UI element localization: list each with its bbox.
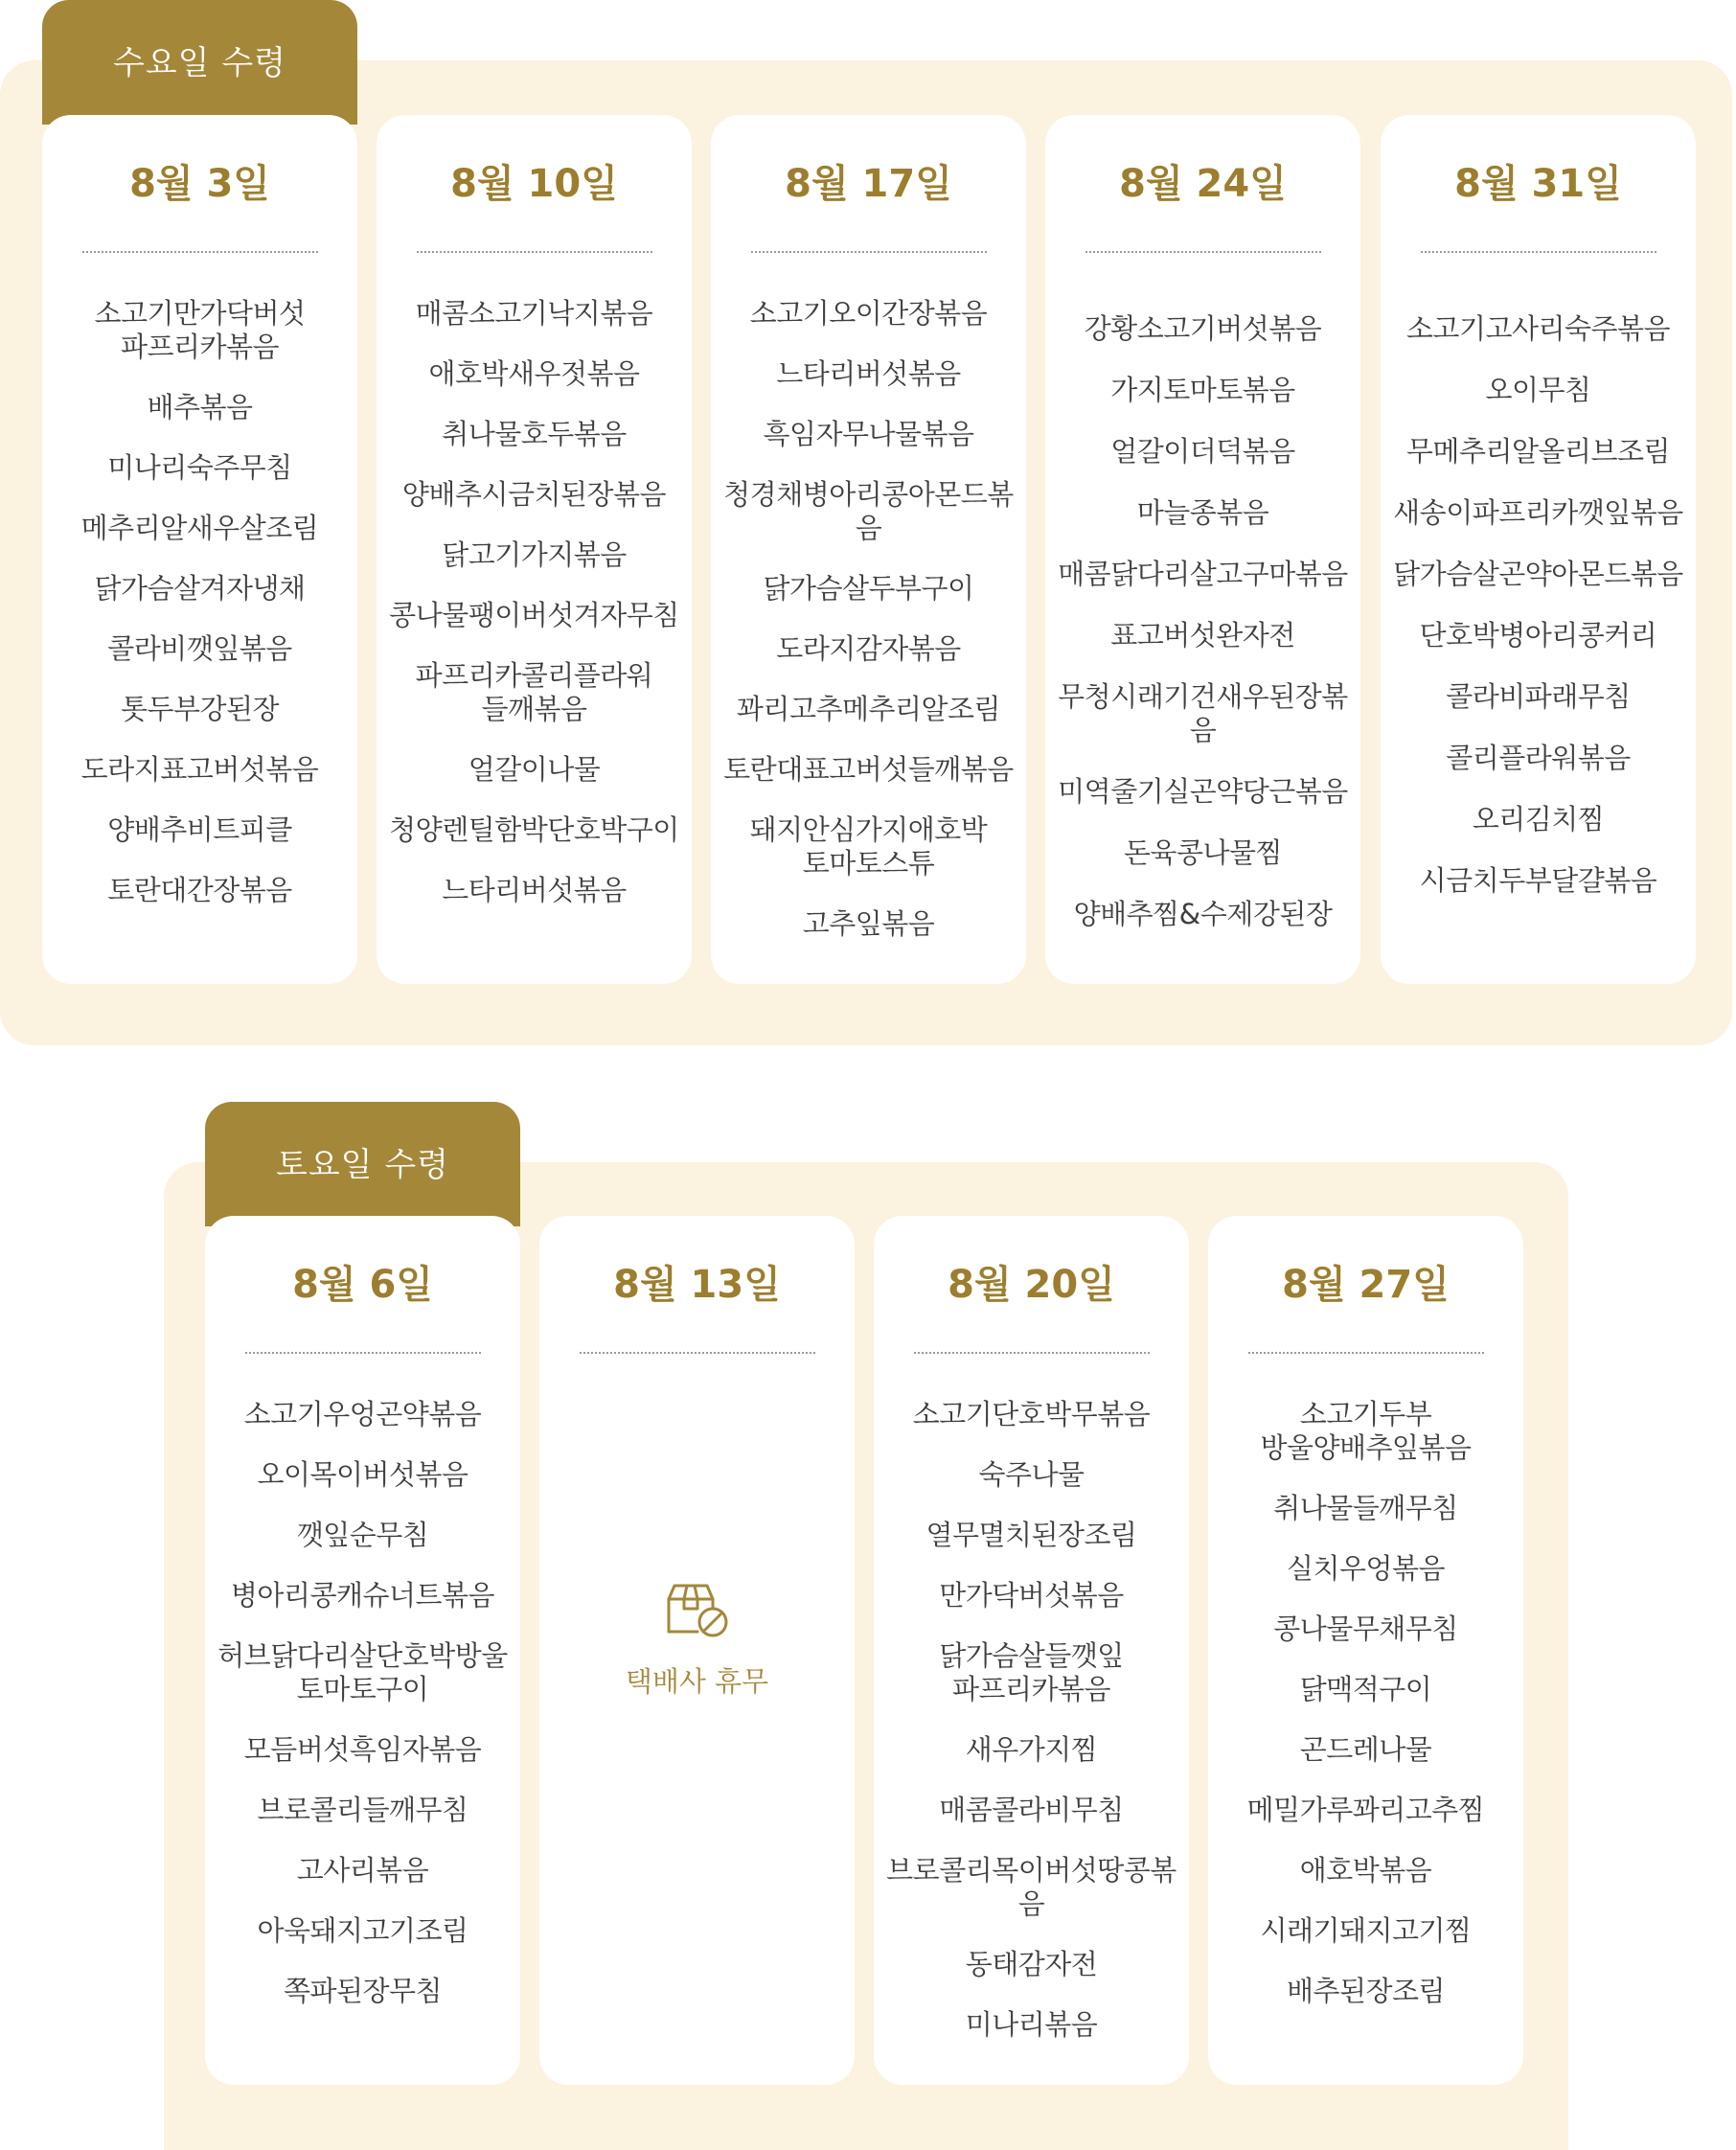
wed-card-aug-24	[1045, 115, 1360, 984]
saturday-tab-label: 토요일 수령	[275, 1145, 450, 1184]
sat-card-aug-6	[205, 1216, 520, 2085]
card-date: 8월 13일	[613, 1263, 781, 1307]
menu-item: 콩나물무채무침	[1273, 1612, 1458, 1645]
menu-list	[42, 297, 357, 907]
menu-item: 고사리볶음	[296, 1854, 429, 1887]
card-date: 8월 17일	[785, 162, 952, 206]
menu-item: 배추볶음	[147, 391, 253, 423]
menu-item: 고추잎볶음	[802, 907, 935, 940]
sat-card-aug-20	[874, 1216, 1189, 2085]
dotted-divider	[751, 251, 987, 253]
wednesday-tab-label: 수요일 수령	[112, 43, 287, 82]
wednesday-tab	[42, 0, 357, 125]
menu-item: 병아리콩캐슈너트볶음	[230, 1579, 495, 1612]
menu-list	[205, 1398, 520, 2008]
menu-item: 얼갈이더덕볶음	[1110, 435, 1295, 468]
wed-card-aug-31	[1381, 115, 1696, 984]
menu-item: 취나물호두볶음	[442, 418, 627, 450]
dotted-divider	[1085, 251, 1321, 253]
menu-item: 메밀가루꽈리고추찜	[1246, 1794, 1485, 1826]
dotted-divider	[82, 251, 318, 253]
menu-item: 느타리버섯볶음	[776, 357, 961, 390]
menu-item: 오이무침	[1485, 374, 1591, 406]
menu-item: 깻잎순무침	[296, 1519, 429, 1551]
menu-item: 모듬버섯흑임자볶음	[243, 1733, 482, 1766]
menu-item: 청경채병아리콩아몬드볶음	[723, 478, 1014, 544]
menu-item: 닭가슴살두부구이	[763, 572, 974, 605]
menu-item: 미나리볶음	[965, 2008, 1098, 2041]
menu-item: 미역줄기실곤약당근볶음	[1058, 775, 1348, 808]
menu-item: 콩나물팽이버섯겨자무침	[389, 599, 679, 631]
menu-item: 무청시래기건새우된장볶음	[1058, 680, 1348, 746]
menu-list	[377, 297, 692, 907]
menu-item: 닭고기가지볶음	[442, 538, 627, 571]
menu-item: 단호박병아리콩커리	[1419, 619, 1657, 652]
menu-item: 무메추리알올리브조림	[1405, 435, 1671, 468]
box-closed-icon	[663, 1580, 732, 1639]
menu-list	[1381, 312, 1696, 898]
dotted-divider	[1248, 1352, 1484, 1354]
menu-list	[1045, 312, 1360, 931]
menu-item: 매콤닭다리살고구마볶음	[1058, 558, 1348, 590]
menu-item: 느타리버섯볶음	[442, 874, 627, 906]
menu-item: 닭가슴살곤약아몬드볶음	[1393, 558, 1683, 590]
menu-item: 닭가슴살들깻잎 파프리카볶음	[939, 1639, 1124, 1705]
menu-item: 브로콜리들깨무침	[257, 1794, 468, 1826]
menu-item: 소고기만가닥버섯 파프리카볶음	[94, 297, 306, 363]
card-date: 8월 31일	[1454, 162, 1622, 206]
menu-item: 돈육콩나물찜	[1123, 836, 1283, 869]
menu-item: 만가닥버섯볶음	[939, 1579, 1124, 1612]
sat-card-aug-13	[539, 1216, 855, 2085]
menu-item: 시금치두부달걀볶음	[1419, 864, 1657, 897]
wed-card-aug-10	[377, 115, 692, 984]
sat-card-aug-27	[1208, 1216, 1523, 2085]
menu-list	[874, 1398, 1189, 2042]
menu-item: 파프리카콜리플라워 들깨볶음	[415, 659, 653, 725]
courier-holiday-notice	[539, 1580, 855, 1700]
menu-item: 닭맥적구이	[1299, 1673, 1432, 1705]
menu-item: 소고기오이간장볶음	[749, 297, 988, 330]
dotted-divider	[580, 1352, 815, 1354]
dotted-divider	[245, 1352, 481, 1354]
menu-item: 꽈리고추메추리알조림	[736, 693, 1001, 725]
dotted-divider	[1421, 251, 1656, 253]
menu-item: 콜리플라워볶음	[1446, 742, 1631, 774]
wed-card-aug-17	[711, 115, 1026, 984]
menu-list	[1208, 1398, 1523, 2008]
menu-item: 톳두부강된장	[120, 693, 280, 725]
menu-item: 얼갈이나물	[468, 753, 601, 786]
menu-item: 애호박새우젓볶음	[428, 357, 640, 390]
menu-item: 닭가슴살겨자냉채	[94, 572, 306, 605]
menu-item: 새우가지찜	[965, 1733, 1098, 1766]
card-date: 8월 10일	[450, 162, 618, 206]
menu-item: 도라지표고버섯볶음	[80, 753, 319, 786]
menu-item: 소고기두부 방울양배추잎볶음	[1260, 1398, 1472, 1464]
menu-item: 매콤소고기낙지볶음	[415, 297, 653, 330]
menu-item: 청양렌틸함박단호박구이	[389, 813, 679, 846]
menu-list	[711, 297, 1026, 941]
card-date: 8월 3일	[129, 162, 270, 206]
card-date: 8월 20일	[948, 1263, 1115, 1307]
menu-item: 매콤콜라비무침	[939, 1794, 1124, 1826]
menu-item: 콜라비파래무침	[1446, 680, 1631, 713]
menu-item: 가지토마토볶음	[1110, 374, 1295, 406]
card-date: 8월 6일	[292, 1263, 433, 1307]
menu-item: 실치우엉볶음	[1286, 1552, 1446, 1585]
saturday-tab	[205, 1102, 520, 1226]
menu-item: 흑임자무나물볶음	[763, 418, 974, 450]
menu-item: 시래기돼지고기찜	[1260, 1914, 1472, 1947]
menu-item: 토란대표고버섯들깨볶음	[723, 753, 1014, 786]
menu-item: 콜라비깻잎볶음	[107, 632, 292, 665]
menu-item: 취나물들깨무침	[1273, 1492, 1458, 1524]
menu-item: 곤드레나물	[1299, 1733, 1432, 1766]
menu-item: 마늘종볶음	[1136, 496, 1269, 529]
dotted-divider	[914, 1352, 1150, 1354]
menu-item: 미나리숙주무침	[107, 451, 292, 484]
menu-item: 브로콜리목이버섯땅콩볶음	[886, 1854, 1176, 1920]
menu-item: 배추된장조림	[1286, 1975, 1446, 2007]
wed-card-aug-3	[42, 115, 357, 984]
menu-item: 돼지안심가지애호박 토마토스튜	[749, 813, 988, 880]
menu-item: 쪽파된장무침	[283, 1975, 443, 2007]
menu-item: 오이목이버섯볶음	[257, 1458, 468, 1491]
menu-item: 아욱돼지고기조림	[257, 1914, 468, 1947]
menu-item: 새송이파프리카깻잎볶음	[1393, 496, 1683, 529]
holiday-label: 택배사 휴무	[625, 1665, 769, 1698]
menu-item: 동태감자전	[965, 1948, 1098, 1980]
menu-item: 숙주나물	[978, 1458, 1085, 1491]
menu-item: 메추리알새우살조림	[80, 512, 319, 544]
menu-item: 양배추찜&수제강된장	[1073, 898, 1333, 930]
menu-item: 소고기고사리숙주볶음	[1405, 312, 1671, 345]
menu-item: 소고기단호박무볶음	[912, 1398, 1151, 1430]
menu-item: 양배추비트피클	[107, 813, 292, 846]
menu-item: 양배추시금치된장볶음	[401, 478, 667, 511]
menu-item: 토란대간장볶음	[107, 874, 292, 906]
menu-item: 열무멸치된장조림	[925, 1519, 1137, 1551]
menu-item: 소고기우엉곤약볶음	[243, 1398, 482, 1430]
menu-item: 오리김치찜	[1472, 803, 1605, 835]
menu-item: 강황소고기버섯볶음	[1084, 312, 1322, 345]
card-date: 8월 27일	[1282, 1263, 1450, 1307]
menu-item: 허브닭다리살단호박방울 토마토구이	[217, 1639, 508, 1705]
card-date: 8월 24일	[1119, 162, 1287, 206]
menu-item: 도라지감자볶음	[776, 632, 961, 665]
dotted-divider	[417, 251, 652, 253]
menu-item: 표고버섯완자전	[1110, 619, 1295, 652]
menu-item: 애호박볶음	[1299, 1854, 1432, 1887]
